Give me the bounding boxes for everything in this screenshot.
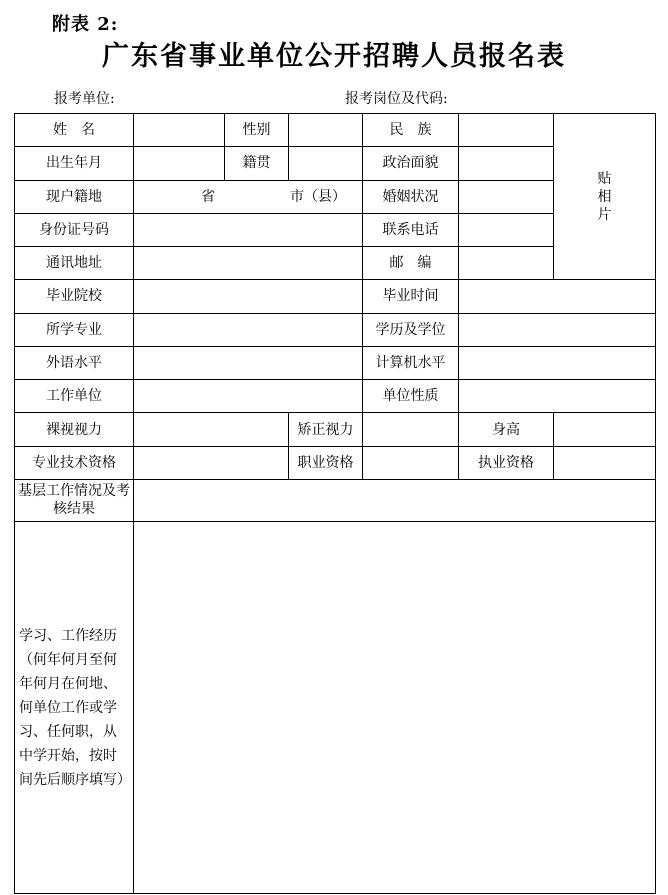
label-birth: 出生年月 bbox=[15, 147, 134, 180]
label-gender: 性别 bbox=[225, 114, 289, 147]
label-prof-qual: 职业资格 bbox=[289, 446, 363, 479]
label-computer: 计算机水平 bbox=[363, 346, 459, 379]
label-major: 所学专业 bbox=[15, 313, 134, 346]
field-corrected-vision[interactable] bbox=[363, 413, 459, 446]
field-prof-qual[interactable] bbox=[363, 446, 459, 479]
field-major[interactable] bbox=[134, 313, 363, 346]
label-practice-qual: 执业资格 bbox=[459, 446, 554, 479]
field-grad-time[interactable] bbox=[459, 280, 656, 313]
field-political[interactable] bbox=[459, 147, 554, 180]
row-employer bbox=[15, 380, 656, 413]
field-practice-qual[interactable] bbox=[554, 446, 656, 479]
row-vision bbox=[15, 413, 656, 446]
field-grassroots[interactable] bbox=[134, 479, 656, 521]
field-height[interactable] bbox=[554, 413, 656, 446]
field-marital[interactable] bbox=[459, 180, 554, 213]
registration-table bbox=[14, 113, 656, 894]
label-experience: 学习、工作经历（何年何月至何年何月在何地、何单位工作或学习、任何职，从中学开始，按时间先后顺序填写） bbox=[15, 522, 134, 894]
photo-char-3: 片 bbox=[597, 206, 612, 223]
label-corrected-vision: 矫正视力 bbox=[289, 413, 363, 446]
field-birth[interactable] bbox=[134, 147, 225, 180]
row-major bbox=[15, 313, 656, 346]
field-degree[interactable] bbox=[459, 313, 656, 346]
field-ethnicity[interactable] bbox=[459, 114, 554, 147]
photo-char-1: 贴 bbox=[597, 170, 612, 187]
label-naked-vision: 裸视视力 bbox=[15, 413, 134, 446]
row-qualifications bbox=[15, 446, 656, 479]
label-height: 身高 bbox=[459, 413, 554, 446]
field-tech-qual[interactable] bbox=[134, 446, 289, 479]
label-marital: 婚姻状况 bbox=[363, 180, 459, 213]
field-residence[interactable] bbox=[134, 180, 363, 213]
annex-label: 附表 2: bbox=[52, 14, 119, 35]
label-school: 毕业院校 bbox=[15, 280, 134, 313]
field-language[interactable] bbox=[134, 346, 363, 379]
province-label: 省 bbox=[201, 188, 215, 205]
apply-post-label: 报考岗位及代码: bbox=[345, 91, 448, 107]
field-experience[interactable] bbox=[134, 522, 656, 894]
label-employer: 工作单位 bbox=[15, 380, 134, 413]
photo-char-2: 相 bbox=[597, 188, 612, 205]
label-language: 外语水平 bbox=[15, 346, 134, 379]
field-name[interactable] bbox=[134, 114, 225, 147]
field-postcode[interactable] bbox=[459, 247, 554, 280]
label-postcode: 邮 编 bbox=[363, 247, 459, 280]
label-employer-type: 单位性质 bbox=[363, 380, 459, 413]
row-grassroots bbox=[15, 479, 656, 521]
row-experience bbox=[15, 522, 656, 894]
form-title: 广东省事业单位公开招聘人员报名表 bbox=[102, 41, 566, 72]
field-native-place[interactable] bbox=[289, 147, 363, 180]
field-gender[interactable] bbox=[289, 114, 363, 147]
field-phone[interactable] bbox=[459, 213, 554, 246]
label-residence: 现户籍地 bbox=[15, 180, 134, 213]
label-political: 政治面貌 bbox=[363, 147, 459, 180]
label-ethnicity: 民 族 bbox=[363, 114, 459, 147]
field-computer[interactable] bbox=[459, 346, 656, 379]
field-id-number[interactable] bbox=[134, 213, 363, 246]
photo-box[interactable] bbox=[554, 114, 656, 280]
label-name: 姓 名 bbox=[15, 114, 134, 147]
apply-unit-label: 报考单位: bbox=[54, 91, 115, 107]
row-language bbox=[15, 346, 656, 379]
label-grassroots: 基层工作情况及考核结果 bbox=[15, 479, 134, 521]
field-naked-vision[interactable] bbox=[134, 413, 289, 446]
city-label: 市（县） bbox=[290, 188, 346, 205]
row-school bbox=[15, 280, 656, 313]
label-id-number: 身份证号码 bbox=[15, 213, 134, 246]
label-phone: 联系电话 bbox=[363, 213, 459, 246]
field-address[interactable] bbox=[134, 247, 363, 280]
field-employer[interactable] bbox=[134, 380, 363, 413]
label-grad-time: 毕业时间 bbox=[363, 280, 459, 313]
label-tech-qual: 专业技术资格 bbox=[15, 446, 134, 479]
field-school[interactable] bbox=[134, 280, 363, 313]
label-native-place: 籍贯 bbox=[225, 147, 289, 180]
label-address: 通讯地址 bbox=[15, 247, 134, 280]
row-name bbox=[15, 114, 656, 147]
field-employer-type[interactable] bbox=[459, 380, 656, 413]
label-degree: 学历及学位 bbox=[363, 313, 459, 346]
